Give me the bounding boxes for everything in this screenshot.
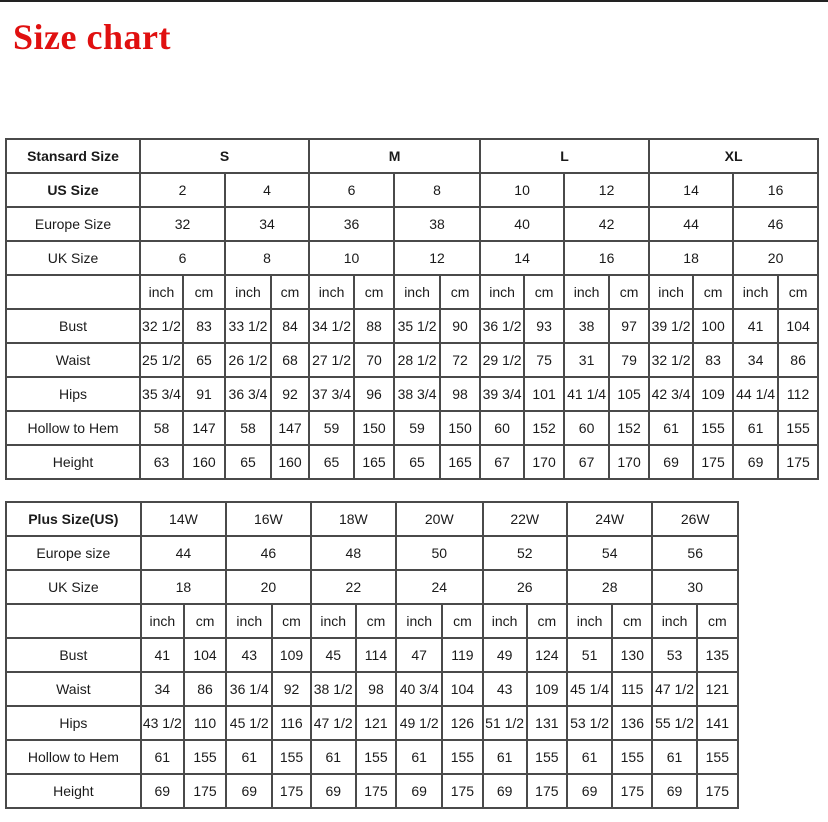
std-row-groups (6, 139, 818, 173)
size-cell: 30 (652, 570, 738, 604)
measure-value: 40 3/4 (396, 672, 442, 706)
size-cell: 44 (141, 536, 226, 570)
measure-value: 124 (527, 638, 567, 672)
measure-value: 41 (733, 309, 778, 343)
measure-value: 65 (394, 445, 440, 479)
measure-value: 49 (483, 638, 527, 672)
std-row-hollow-to-hem (6, 411, 818, 445)
size-cell: 52 (483, 536, 567, 570)
measure-value: 104 (778, 309, 818, 343)
measure-value: 34 (141, 672, 184, 706)
std-row-waist (6, 343, 818, 377)
size-cell: 2 (140, 173, 225, 207)
measure-value: 165 (440, 445, 480, 479)
measure-value: 65 (183, 343, 225, 377)
row-label: UK Size (6, 570, 141, 604)
measure-value: 27 1/2 (309, 343, 354, 377)
measure-value: 37 3/4 (309, 377, 354, 411)
measure-value: 101 (524, 377, 564, 411)
measure-value: 119 (442, 638, 482, 672)
size-cell: 34 (225, 207, 309, 241)
measure-value: 136 (612, 706, 652, 740)
measure-value: 26 1/2 (225, 343, 271, 377)
measure-value: 175 (356, 774, 396, 808)
size-cell: 20W (396, 502, 482, 536)
measure-value: 147 (271, 411, 309, 445)
measure-value: 41 1/4 (564, 377, 609, 411)
measure-value: 175 (527, 774, 567, 808)
measure-value: 110 (184, 706, 226, 740)
measure-value: 36 3/4 (225, 377, 271, 411)
size-cell: 6 (309, 173, 394, 207)
measure-value: 141 (697, 706, 738, 740)
measure-value: 152 (609, 411, 649, 445)
measure-value: 47 1/2 (311, 706, 356, 740)
measure-value: 69 (396, 774, 442, 808)
measure-value: 69 (226, 774, 272, 808)
std-row-height (6, 445, 818, 479)
size-cell: 54 (567, 536, 652, 570)
row-label: Plus Size(US) (6, 502, 141, 536)
measure-value: 67 (480, 445, 524, 479)
measure-value: 96 (354, 377, 394, 411)
row-label: Europe Size (6, 207, 140, 241)
measure-value: 109 (527, 672, 567, 706)
size-cell: 18 (649, 241, 733, 275)
measure-value: 84 (271, 309, 309, 343)
size-cell: 22 (311, 570, 396, 604)
measure-value: 90 (440, 309, 480, 343)
size-cell: 32 (140, 207, 225, 241)
measure-value: 109 (272, 638, 310, 672)
measure-value: 32 1/2 (140, 309, 183, 343)
measure-value: 38 3/4 (394, 377, 440, 411)
size-cell: 6 (140, 241, 225, 275)
unit-cm: cm (442, 604, 482, 638)
plus-row-units (6, 604, 738, 638)
standard-size-table (5, 138, 819, 480)
measure-value: 43 (226, 638, 272, 672)
size-cell: 10 (480, 173, 564, 207)
page-title: Size chart (13, 17, 171, 57)
measure-value: 86 (184, 672, 226, 706)
measure-value: 175 (272, 774, 310, 808)
measure-value: 43 (483, 672, 527, 706)
measure-value: 55 1/2 (652, 706, 696, 740)
measure-value: 41 (141, 638, 184, 672)
measure-label: Hollow to Hem (6, 411, 140, 445)
size-cell: 8 (225, 241, 309, 275)
unit-inch: inch (483, 604, 527, 638)
measure-value: 83 (183, 309, 225, 343)
size-cell: 46 (226, 536, 310, 570)
size-cell: 4 (225, 173, 309, 207)
size-group-s: S (140, 139, 309, 173)
measure-value: 92 (272, 672, 310, 706)
measure-value: 69 (649, 445, 693, 479)
measure-value: 170 (524, 445, 564, 479)
measure-value: 68 (271, 343, 309, 377)
unit-inch: inch (140, 275, 183, 309)
measure-value: 69 (483, 774, 527, 808)
plus-row-hips (6, 706, 738, 740)
plus-size-table (5, 501, 739, 809)
unit-cm: cm (440, 275, 480, 309)
unit-inch: inch (394, 275, 440, 309)
measure-value: 79 (609, 343, 649, 377)
row-label: UK Size (6, 241, 140, 275)
measure-value: 61 (141, 740, 184, 774)
measure-value: 45 (311, 638, 356, 672)
size-cell: 12 (394, 241, 480, 275)
std-row-us (6, 173, 818, 207)
measure-value: 38 (564, 309, 609, 343)
measure-value: 60 (564, 411, 609, 445)
measure-value: 42 3/4 (649, 377, 693, 411)
measure-label: Hips (6, 706, 141, 740)
unit-cm: cm (697, 604, 738, 638)
measure-value: 58 (225, 411, 271, 445)
measure-value: 131 (527, 706, 567, 740)
measure-value: 147 (183, 411, 225, 445)
unit-inch: inch (311, 604, 356, 638)
unit-inch: inch (567, 604, 612, 638)
measure-value: 34 (733, 343, 778, 377)
measure-value: 45 1/4 (567, 672, 612, 706)
measure-value: 61 (649, 411, 693, 445)
measure-value: 53 1/2 (567, 706, 612, 740)
unit-inch: inch (733, 275, 778, 309)
measure-value: 61 (396, 740, 442, 774)
measure-value: 53 (652, 638, 696, 672)
measure-value: 61 (567, 740, 612, 774)
measure-value: 152 (524, 411, 564, 445)
size-cell: 16W (226, 502, 310, 536)
measure-value: 75 (524, 343, 564, 377)
row-label: US Size (6, 173, 140, 207)
measure-value: 126 (442, 706, 482, 740)
unit-row-blank (6, 275, 140, 309)
measure-value: 88 (354, 309, 394, 343)
size-cell: 48 (311, 536, 396, 570)
size-cell: 20 (733, 241, 818, 275)
measure-value: 97 (609, 309, 649, 343)
measure-value: 83 (693, 343, 733, 377)
measure-value: 98 (440, 377, 480, 411)
measure-value: 135 (697, 638, 738, 672)
plus-row-height (6, 774, 738, 808)
measure-value: 45 1/2 (226, 706, 272, 740)
measure-value: 109 (693, 377, 733, 411)
std-row-units (6, 275, 818, 309)
size-cell: 22W (483, 502, 567, 536)
size-cell: 28 (567, 570, 652, 604)
measure-value: 61 (652, 740, 696, 774)
measure-value: 155 (612, 740, 652, 774)
unit-cm: cm (778, 275, 818, 309)
measure-value: 51 (567, 638, 612, 672)
measure-value: 165 (354, 445, 394, 479)
plus-row-hollow-to-hem (6, 740, 738, 774)
measure-value: 116 (272, 706, 310, 740)
measure-label: Waist (6, 672, 141, 706)
measure-value: 112 (778, 377, 818, 411)
measure-value: 58 (140, 411, 183, 445)
size-cell: 14 (649, 173, 733, 207)
std-header-label: Stansard Size (6, 139, 140, 173)
measure-value: 61 (483, 740, 527, 774)
size-cell: 42 (564, 207, 649, 241)
measure-value: 175 (442, 774, 482, 808)
measure-value: 35 3/4 (140, 377, 183, 411)
plus-row-us (6, 502, 738, 536)
measure-value: 130 (612, 638, 652, 672)
unit-cm: cm (183, 275, 225, 309)
measure-value: 160 (183, 445, 225, 479)
measure-value: 175 (697, 774, 738, 808)
size-group-l: L (480, 139, 649, 173)
plus-row-europe (6, 536, 738, 570)
measure-value: 155 (693, 411, 733, 445)
unit-cm: cm (524, 275, 564, 309)
measure-value: 86 (778, 343, 818, 377)
measure-value: 65 (225, 445, 271, 479)
unit-cm: cm (609, 275, 649, 309)
plus-row-waist (6, 672, 738, 706)
measure-value: 175 (778, 445, 818, 479)
measure-value: 115 (612, 672, 652, 706)
measure-value: 36 1/4 (226, 672, 272, 706)
measure-value: 51 1/2 (483, 706, 527, 740)
size-cell: 44 (649, 207, 733, 241)
size-group-xl: XL (649, 139, 818, 173)
unit-cm: cm (612, 604, 652, 638)
size-cell: 16 (733, 173, 818, 207)
size-cell: 20 (226, 570, 310, 604)
size-cell: 36 (309, 207, 394, 241)
unit-row-blank (6, 604, 141, 638)
measure-value: 61 (733, 411, 778, 445)
unit-inch: inch (226, 604, 272, 638)
size-group-m: M (309, 139, 480, 173)
std-row-europe (6, 207, 818, 241)
unit-inch: inch (480, 275, 524, 309)
measure-value: 98 (356, 672, 396, 706)
unit-inch: inch (309, 275, 354, 309)
measure-value: 104 (184, 638, 226, 672)
measure-value: 34 1/2 (309, 309, 354, 343)
size-cell: 14W (141, 502, 226, 536)
measure-value: 155 (778, 411, 818, 445)
measure-value: 69 (652, 774, 696, 808)
unit-inch: inch (396, 604, 442, 638)
measure-value: 93 (524, 309, 564, 343)
measure-label: Bust (6, 309, 140, 343)
size-cell: 46 (733, 207, 818, 241)
unit-inch: inch (652, 604, 696, 638)
measure-value: 33 1/2 (225, 309, 271, 343)
measure-value: 69 (141, 774, 184, 808)
measure-value: 67 (564, 445, 609, 479)
measure-value: 61 (311, 740, 356, 774)
unit-cm: cm (356, 604, 396, 638)
measure-label: Hollow to Hem (6, 740, 141, 774)
measure-value: 60 (480, 411, 524, 445)
measure-value: 47 (396, 638, 442, 672)
measure-value: 155 (356, 740, 396, 774)
unit-cm: cm (693, 275, 733, 309)
size-cell: 24 (396, 570, 482, 604)
measure-value: 150 (354, 411, 394, 445)
measure-label: Bust (6, 638, 141, 672)
size-cell: 26W (652, 502, 738, 536)
measure-value: 114 (356, 638, 396, 672)
measure-value: 63 (140, 445, 183, 479)
measure-value: 65 (309, 445, 354, 479)
unit-cm: cm (271, 275, 309, 309)
unit-cm: cm (354, 275, 394, 309)
size-cell: 40 (480, 207, 564, 241)
measure-value: 28 1/2 (394, 343, 440, 377)
std-row-uk (6, 241, 818, 275)
size-cell: 10 (309, 241, 394, 275)
measure-value: 32 1/2 (649, 343, 693, 377)
measure-value: 150 (440, 411, 480, 445)
measure-value: 175 (693, 445, 733, 479)
plus-row-bust (6, 638, 738, 672)
measure-value: 69 (311, 774, 356, 808)
measure-value: 38 1/2 (311, 672, 356, 706)
measure-value: 39 3/4 (480, 377, 524, 411)
measure-value: 70 (354, 343, 394, 377)
measure-value: 47 1/2 (652, 672, 696, 706)
size-cell: 12 (564, 173, 649, 207)
size-cell: 8 (394, 173, 480, 207)
measure-value: 69 (567, 774, 612, 808)
measure-value: 175 (612, 774, 652, 808)
size-cell: 14 (480, 241, 564, 275)
measure-value: 104 (442, 672, 482, 706)
std-row-hips (6, 377, 818, 411)
measure-value: 91 (183, 377, 225, 411)
measure-value: 121 (356, 706, 396, 740)
measure-value: 39 1/2 (649, 309, 693, 343)
unit-cm: cm (527, 604, 567, 638)
measure-value: 31 (564, 343, 609, 377)
top-divider (0, 0, 828, 2)
measure-value: 61 (226, 740, 272, 774)
size-cell: 50 (396, 536, 482, 570)
measure-value: 69 (733, 445, 778, 479)
size-cell: 18W (311, 502, 396, 536)
measure-value: 155 (442, 740, 482, 774)
measure-value: 59 (394, 411, 440, 445)
size-cell: 16 (564, 241, 649, 275)
measure-value: 100 (693, 309, 733, 343)
size-cell: 24W (567, 502, 652, 536)
measure-value: 35 1/2 (394, 309, 440, 343)
measure-value: 44 1/4 (733, 377, 778, 411)
measure-value: 170 (609, 445, 649, 479)
row-label: Europe size (6, 536, 141, 570)
unit-cm: cm (272, 604, 310, 638)
measure-value: 105 (609, 377, 649, 411)
unit-cm: cm (184, 604, 226, 638)
unit-inch: inch (564, 275, 609, 309)
measure-value: 92 (271, 377, 309, 411)
measure-value: 43 1/2 (141, 706, 184, 740)
measure-label: Height (6, 445, 140, 479)
measure-value: 155 (184, 740, 226, 774)
std-row-bust (6, 309, 818, 343)
unit-inch: inch (141, 604, 184, 638)
measure-value: 175 (184, 774, 226, 808)
measure-label: Height (6, 774, 141, 808)
measure-value: 155 (527, 740, 567, 774)
size-cell: 56 (652, 536, 738, 570)
size-cell: 18 (141, 570, 226, 604)
size-cell: 38 (394, 207, 480, 241)
unit-inch: inch (649, 275, 693, 309)
measure-label: Waist (6, 343, 140, 377)
measure-label: Hips (6, 377, 140, 411)
measure-value: 59 (309, 411, 354, 445)
measure-value: 121 (697, 672, 738, 706)
measure-value: 160 (271, 445, 309, 479)
measure-value: 155 (272, 740, 310, 774)
size-cell: 26 (483, 570, 567, 604)
measure-value: 29 1/2 (480, 343, 524, 377)
measure-value: 25 1/2 (140, 343, 183, 377)
measure-value: 155 (697, 740, 738, 774)
measure-value: 72 (440, 343, 480, 377)
measure-value: 49 1/2 (396, 706, 442, 740)
plus-row-uk (6, 570, 738, 604)
unit-inch: inch (225, 275, 271, 309)
measure-value: 36 1/2 (480, 309, 524, 343)
